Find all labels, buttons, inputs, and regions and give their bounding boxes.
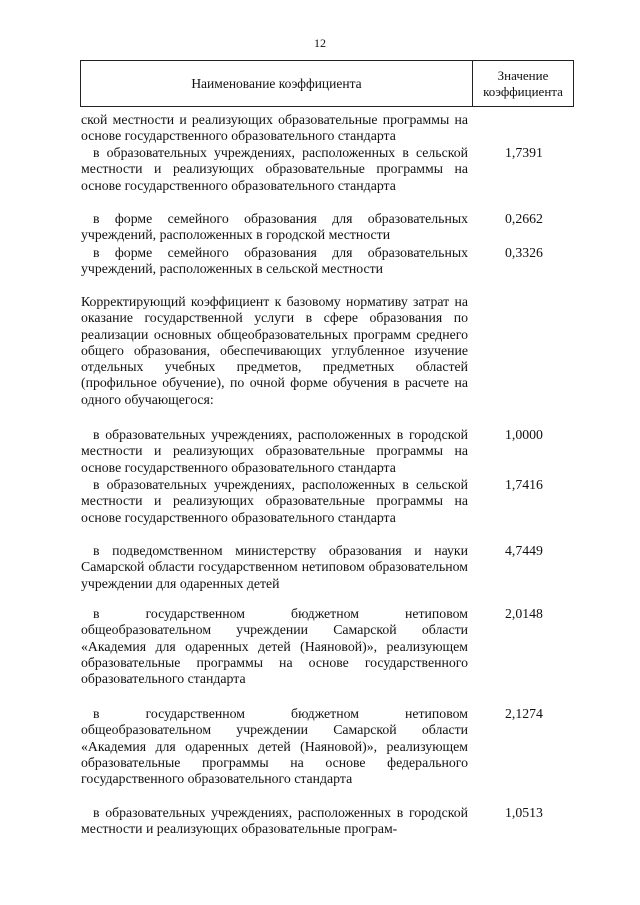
coefficient-description: в образовательных учреждениях, расположенных в городской местности и реализующих образовательные программы на основе государственного образовательного стандарта bbox=[81, 427, 468, 475]
coefficient-value: 4,7449 bbox=[505, 543, 543, 558]
coefficient-description: в государственном бюджетном нетиповом общеобразовательном учреждении Самарской области «Академия для одаренных детей (Наяновой)», реализующем образовательные программы на основе государственного образовательного стандарта bbox=[81, 606, 468, 687]
coefficient-value: 1,0513 bbox=[505, 805, 543, 820]
coefficient-value: 1,0000 bbox=[505, 427, 543, 442]
coefficient-value: 2,0148 bbox=[505, 606, 543, 621]
coefficient-value: 0,2662 bbox=[505, 211, 543, 226]
coefficient-description: в государственном бюджетном нетиповом общеобразовательном учреждении Самарской области «Академия для одаренных детей (Наяновой)», реализующем образовательные программы на основе федерального государственного образовательного стандарта bbox=[81, 706, 468, 787]
coefficient-value: 1,7416 bbox=[505, 477, 543, 492]
coefficient-description: в образовательных учреждениях, расположенных в сельской местности и реализующих образовательные программы на основе государственного образовательного стандарта bbox=[81, 145, 468, 193]
coefficient-description: в форме семейного образования для образовательных учреждений, расположенных в городской местности bbox=[81, 211, 468, 243]
header-value-line1: Значение bbox=[497, 67, 549, 83]
coefficient-description: ской местности и реализующих образовательные программы на основе государственного образовательного стандарта bbox=[81, 112, 468, 144]
coefficient-description: в образовательных учреждениях, расположенных в городской местности и реализующих образовательные програм- bbox=[81, 805, 468, 837]
coefficient-value: 0,3326 bbox=[505, 245, 543, 260]
page-number: 12 bbox=[314, 36, 326, 50]
header-value-line2: коэффициента bbox=[483, 83, 563, 99]
coefficient-description: в форме семейного образования для образовательных учреждений, расположенных в сельской местности bbox=[81, 245, 468, 277]
coefficient-description: в образовательных учреждениях, расположенных в сельской местности и реализующих образовательные программы на основе государственного образовательного стандарта bbox=[81, 477, 468, 525]
header-name-column: Наименование коэффициента bbox=[81, 61, 473, 106]
coefficient-description: в подведомственном министерству образования и науки Самарской области государственном нетиповом образовательном учреждении для одаренных детей bbox=[81, 543, 468, 591]
table-header bbox=[80, 60, 574, 107]
coefficient-value: 1,7391 bbox=[505, 145, 543, 160]
coefficient-value: 2,1274 bbox=[505, 706, 543, 721]
coefficient-description: Корректирующий коэффициент к базовому нормативу затрат на оказание государственной услуги в сфере образования по реализации основных общеобразовательных программ среднего общего образования, обеспечивающих углубленное изучение отдельных учебных предметов, предметных областей (профильное обучение), по очной форме обучения в расчете на одного обучающегося: bbox=[81, 294, 468, 407]
header-value-column bbox=[473, 61, 573, 106]
